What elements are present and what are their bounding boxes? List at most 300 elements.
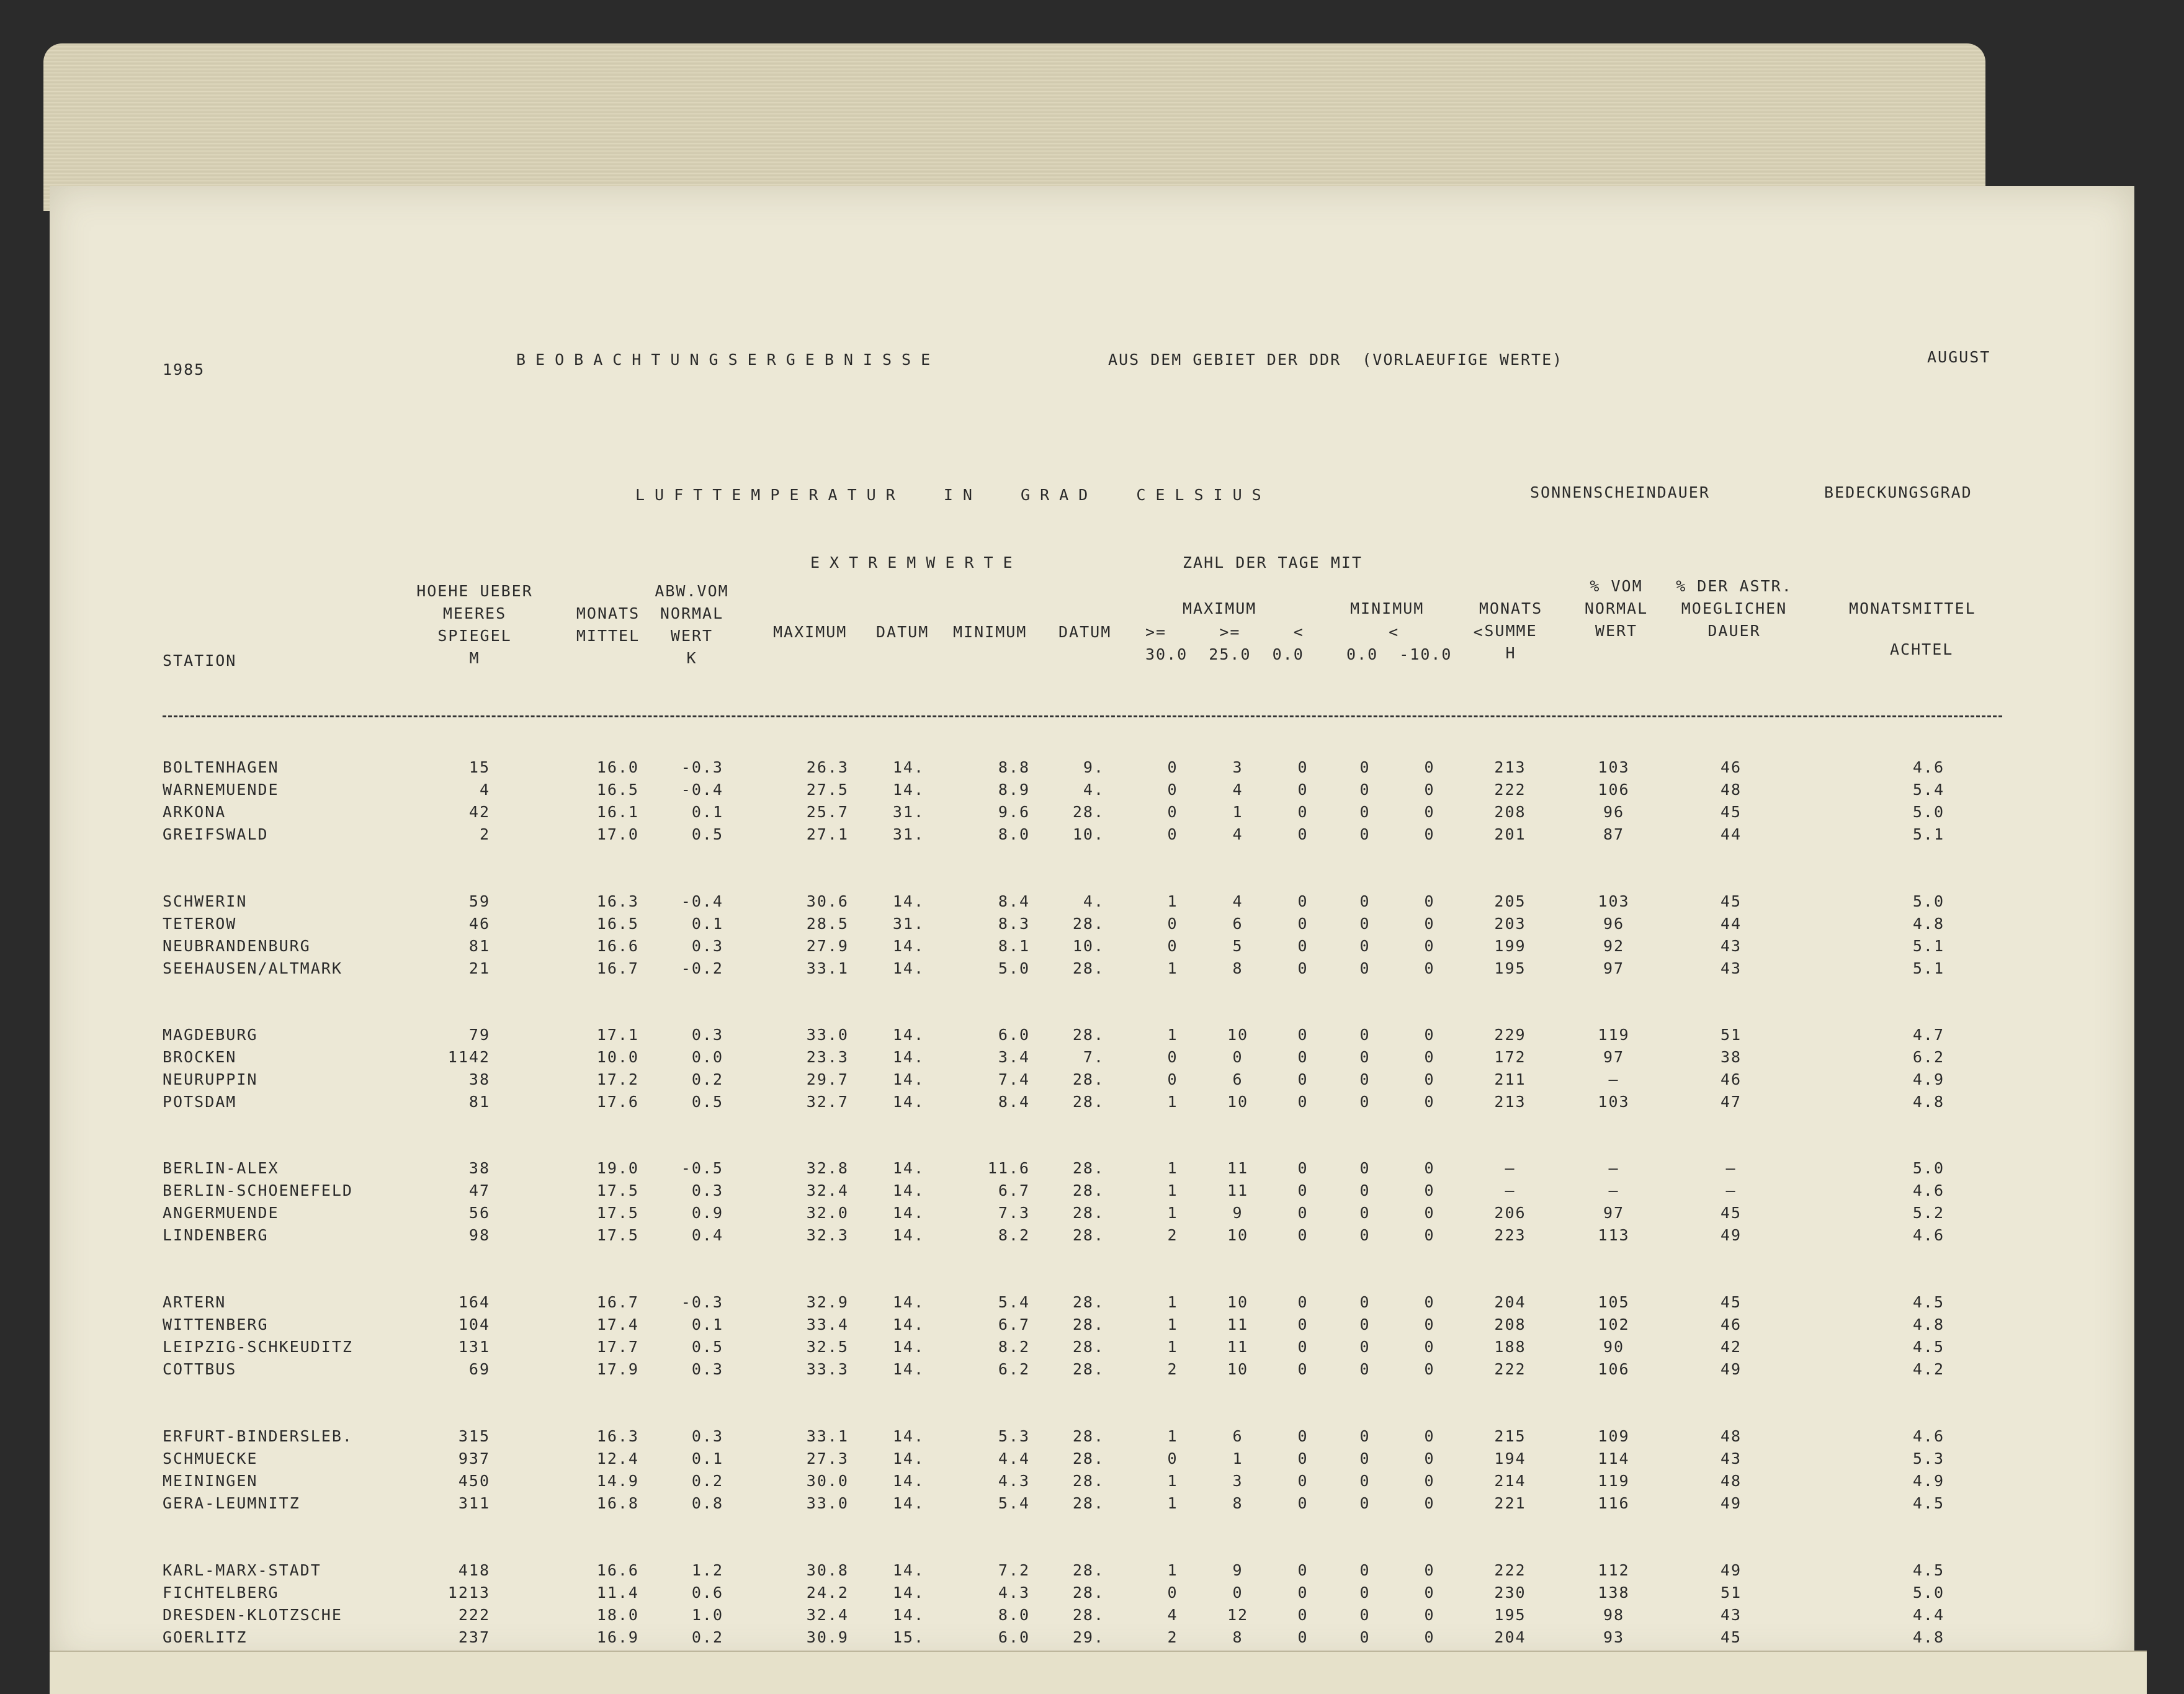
cell-date2: 28. xyxy=(1072,1338,1104,1356)
cell-height: 937 xyxy=(458,1450,490,1468)
cell-cloud: 5.0 xyxy=(1912,803,1945,821)
cell-date2: 28. xyxy=(1072,1427,1104,1445)
cell-cloud: 4.6 xyxy=(1912,1427,1945,1445)
cell-sunpct: 97 xyxy=(1603,959,1625,977)
cell-d25: 0 xyxy=(1232,1048,1243,1066)
cell-dev: 0.1 xyxy=(691,803,723,821)
cell-m00: 0 xyxy=(1359,892,1371,910)
cell-d00: 0 xyxy=(1297,1427,1309,1445)
cell-m00: 0 xyxy=(1359,1360,1371,1378)
cell-station: ERFURT-BINDERSLEB. xyxy=(163,1427,353,1445)
cell-date2: 28. xyxy=(1072,1315,1104,1333)
cell-max: 23.3 xyxy=(806,1048,849,1066)
cell-max: 33.1 xyxy=(806,959,849,977)
cell-station: WARNEMUENDE xyxy=(163,781,279,799)
cell-m00: 0 xyxy=(1359,959,1371,977)
cell-d25: 3 xyxy=(1232,758,1243,776)
cell-height: 104 xyxy=(458,1315,490,1333)
cell-max: 32.7 xyxy=(806,1093,849,1111)
cell-min: 5.4 xyxy=(998,1293,1030,1311)
cell-sunpct: 97 xyxy=(1603,1204,1625,1222)
cell-cloud: 4.8 xyxy=(1912,1628,1945,1646)
cell-mean: 16.8 xyxy=(596,1494,639,1512)
cell-sunastr: 45 xyxy=(1720,1628,1742,1646)
cell-cloud: 5.4 xyxy=(1912,781,1945,799)
cell-date1: 14. xyxy=(892,1159,924,1177)
cell-d00: 0 xyxy=(1297,781,1309,799)
col-cloud-unit: ACHTEL xyxy=(1890,640,1954,658)
cell-d00: 0 xyxy=(1297,825,1309,843)
cell-d00: 0 xyxy=(1297,1561,1309,1579)
cell-station: ARTERN xyxy=(163,1293,226,1311)
cell-date1: 14. xyxy=(892,1226,924,1244)
cell-sunastr: 45 xyxy=(1720,892,1742,910)
cell-min: 7.3 xyxy=(998,1204,1030,1222)
cell-max: 32.5 xyxy=(806,1338,849,1356)
cell-d30: 0 xyxy=(1167,1070,1178,1088)
cell-mean: 16.6 xyxy=(596,1561,639,1579)
cell-m10: 0 xyxy=(1424,1584,1435,1602)
cell-height: 2 xyxy=(479,825,490,843)
cell-max: 27.3 xyxy=(806,1450,849,1468)
cell-sunsum: — xyxy=(1505,1159,1516,1177)
cell-height: 79 xyxy=(468,1026,490,1044)
cell-mean: 18.0 xyxy=(596,1606,639,1624)
cell-sunastr: 48 xyxy=(1720,781,1742,799)
cell-d00: 0 xyxy=(1297,1472,1309,1490)
cell-sunpct: 93 xyxy=(1603,1628,1625,1646)
cell-height: 222 xyxy=(458,1606,490,1624)
cell-date2: 10. xyxy=(1072,825,1104,843)
cell-m00: 0 xyxy=(1359,1338,1371,1356)
cell-d00: 0 xyxy=(1297,1070,1309,1088)
cell-sunpct: 87 xyxy=(1603,825,1625,843)
cell-d25: 0 xyxy=(1232,1584,1243,1602)
col-datum-2: DATUM xyxy=(1058,623,1112,641)
cell-sunsum: 195 xyxy=(1494,1606,1526,1624)
cell-d30: 0 xyxy=(1167,1584,1178,1602)
cell-cloud: 4.6 xyxy=(1912,758,1945,776)
cell-d00: 0 xyxy=(1297,1360,1309,1378)
cell-station: ARKONA xyxy=(163,803,226,821)
col-height-unit: M xyxy=(469,649,480,667)
cell-cloud: 5.1 xyxy=(1912,959,1945,977)
cell-d25: 8 xyxy=(1232,1494,1243,1512)
cell-station: LEIPZIG-SCHKEUDITZ xyxy=(163,1338,353,1356)
cell-mean: 17.9 xyxy=(596,1360,639,1378)
cell-d30: 0 xyxy=(1167,1450,1178,1468)
cell-m00: 0 xyxy=(1359,1093,1371,1111)
cell-d00: 0 xyxy=(1297,1628,1309,1646)
cell-station: KARL-MARX-STADT xyxy=(163,1561,321,1579)
cell-cloud: 4.5 xyxy=(1912,1494,1945,1512)
cell-m00: 0 xyxy=(1359,915,1371,933)
cell-max: 30.0 xyxy=(806,1472,849,1490)
cell-mean: 12.4 xyxy=(596,1450,639,1468)
cell-d25: 6 xyxy=(1232,915,1243,933)
cell-mean: 17.0 xyxy=(596,825,639,843)
cell-m10: 0 xyxy=(1424,1494,1435,1512)
cell-sunsum: 213 xyxy=(1494,1093,1526,1111)
cell-mean: 17.4 xyxy=(596,1315,639,1333)
cell-sunpct: 90 xyxy=(1603,1338,1625,1356)
col-sun-pct-3: WERT xyxy=(1595,622,1638,640)
cell-dev: 0.3 xyxy=(691,1427,723,1445)
cell-d30: 0 xyxy=(1167,758,1178,776)
cell-max: 27.9 xyxy=(806,937,849,955)
cell-dev: 0.9 xyxy=(691,1204,723,1222)
cell-d30: 1 xyxy=(1167,1204,1178,1222)
cell-min: 8.4 xyxy=(998,1093,1030,1111)
cell-sunpct: 114 xyxy=(1598,1450,1630,1468)
cell-d30: 0 xyxy=(1167,803,1178,821)
cell-d25: 10 xyxy=(1227,1293,1249,1311)
cell-station: NEUBRANDENBURG xyxy=(163,937,311,955)
cell-sunpct: 92 xyxy=(1603,937,1625,955)
cell-dev: -0.4 xyxy=(681,781,723,799)
cell-sunsum: 221 xyxy=(1494,1494,1526,1512)
cell-height: 4 xyxy=(479,781,490,799)
cell-d25: 4 xyxy=(1232,781,1243,799)
cell-d30: 0 xyxy=(1167,915,1178,933)
cell-d30: 0 xyxy=(1167,1048,1178,1066)
cell-sunpct: 116 xyxy=(1598,1494,1630,1512)
cell-sunastr: 51 xyxy=(1720,1026,1742,1044)
cell-sunpct: 138 xyxy=(1598,1584,1630,1602)
cell-d25: 3 xyxy=(1232,1472,1243,1490)
cell-sunastr: 46 xyxy=(1720,1315,1742,1333)
cell-d30: 1 xyxy=(1167,892,1178,910)
cell-mean: 17.1 xyxy=(596,1026,639,1044)
cell-dev: -0.4 xyxy=(681,892,723,910)
cell-date1: 14. xyxy=(892,1315,924,1333)
cell-max: 32.8 xyxy=(806,1159,849,1177)
cell-sunpct: 97 xyxy=(1603,1048,1625,1066)
cell-cloud: 5.0 xyxy=(1912,892,1945,910)
cell-max: 32.4 xyxy=(806,1606,849,1624)
cell-m10: 0 xyxy=(1424,1450,1435,1468)
col-station: STATION xyxy=(163,652,237,670)
cell-d25: 5 xyxy=(1232,937,1243,955)
cell-max: 33.3 xyxy=(806,1360,849,1378)
cell-cloud: 4.6 xyxy=(1912,1181,1945,1199)
cell-sunsum: 201 xyxy=(1494,825,1526,843)
cell-d25: 6 xyxy=(1232,1427,1243,1445)
cell-date2: 29. xyxy=(1072,1628,1104,1646)
cell-sunsum: 195 xyxy=(1494,959,1526,977)
cell-cloud: 4.9 xyxy=(1912,1070,1945,1088)
cell-dev: 0.2 xyxy=(691,1472,723,1490)
cell-dev: 0.1 xyxy=(691,1315,723,1333)
cell-max: 24.2 xyxy=(806,1584,849,1602)
cell-d30: 2 xyxy=(1167,1360,1178,1378)
cell-date2: 28. xyxy=(1072,959,1104,977)
cell-d00: 0 xyxy=(1297,959,1309,977)
cell-sunastr: 42 xyxy=(1720,1338,1742,1356)
cell-height: 38 xyxy=(468,1070,490,1088)
cell-min: 8.0 xyxy=(998,825,1030,843)
cell-m00: 0 xyxy=(1359,1494,1371,1512)
cell-station: WITTENBERG xyxy=(163,1315,269,1333)
cell-date1: 14. xyxy=(892,1026,924,1044)
section-cloud: BEDECKUNGSGRAD xyxy=(1824,483,1972,501)
cell-dev: -0.2 xyxy=(681,959,723,977)
cell-m00: 0 xyxy=(1359,1226,1371,1244)
col-cloud-mean: MONATSMITTEL xyxy=(1849,599,1976,617)
cell-max: 27.5 xyxy=(806,781,849,799)
cell-cloud: 4.9 xyxy=(1912,1472,1945,1490)
cell-date1: 31. xyxy=(892,915,924,933)
cell-min: 4.4 xyxy=(998,1450,1030,1468)
cell-mean: 16.3 xyxy=(596,1427,639,1445)
cell-m10: 0 xyxy=(1424,1048,1435,1066)
cell-sunastr: 46 xyxy=(1720,1070,1742,1088)
report-title: BEOBACHTUNGSERGEBNISSE xyxy=(516,351,941,369)
cell-m00: 0 xyxy=(1359,1450,1371,1468)
cell-height: 450 xyxy=(458,1472,490,1490)
cell-d25: 11 xyxy=(1227,1315,1249,1333)
cell-min: 8.2 xyxy=(998,1226,1030,1244)
cell-m00: 0 xyxy=(1359,1293,1371,1311)
cell-mean: 17.5 xyxy=(596,1226,639,1244)
cell-sunsum: 208 xyxy=(1494,1315,1526,1333)
cell-m10: 0 xyxy=(1424,1628,1435,1646)
cell-min: 7.4 xyxy=(998,1070,1030,1088)
cell-station: GOERLITZ xyxy=(163,1628,248,1646)
cell-sunastr: 51 xyxy=(1720,1584,1742,1602)
cell-dev: 0.8 xyxy=(691,1494,723,1512)
month: AUGUST xyxy=(1927,348,1991,366)
cell-m00: 0 xyxy=(1359,1315,1371,1333)
cell-sunsum: 205 xyxy=(1494,892,1526,910)
cell-dev: 0.2 xyxy=(691,1628,723,1646)
cell-sunsum: 194 xyxy=(1494,1450,1526,1468)
section-extremes: EXTREMWERTE xyxy=(810,553,1023,571)
cell-cloud: 4.7 xyxy=(1912,1026,1945,1044)
cell-m00: 0 xyxy=(1359,803,1371,821)
col-sun-astr-2: MOEGLICHEN xyxy=(1681,599,1788,617)
cell-m10: 0 xyxy=(1424,937,1435,955)
cell-min: 6.0 xyxy=(998,1628,1030,1646)
cell-sunpct: 106 xyxy=(1598,1360,1630,1378)
cell-d25: 1 xyxy=(1232,803,1243,821)
cell-d30: 2 xyxy=(1167,1226,1178,1244)
cell-sunsum: — xyxy=(1505,1181,1516,1199)
section-sunshine: SONNENSCHEINDAUER xyxy=(1530,483,1710,501)
cell-max: 28.5 xyxy=(806,915,849,933)
cell-m10: 0 xyxy=(1424,1606,1435,1624)
cell-date2: 28. xyxy=(1072,1181,1104,1199)
cell-d25: 4 xyxy=(1232,892,1243,910)
cell-height: 311 xyxy=(458,1494,490,1512)
cell-d25: 11 xyxy=(1227,1338,1249,1356)
cell-sunastr: 48 xyxy=(1720,1472,1742,1490)
cell-height: 237 xyxy=(458,1628,490,1646)
cell-dev: 0.3 xyxy=(691,1360,723,1378)
cell-sunastr: 38 xyxy=(1720,1048,1742,1066)
cell-height: 98 xyxy=(468,1226,490,1244)
cell-date1: 14. xyxy=(892,959,924,977)
cell-d25: 10 xyxy=(1227,1026,1249,1044)
cell-d30: 1 xyxy=(1167,1561,1178,1579)
cell-sunpct: — xyxy=(1608,1181,1619,1199)
cell-d00: 0 xyxy=(1297,1093,1309,1111)
cell-mean: 17.7 xyxy=(596,1338,639,1356)
cell-max: 30.6 xyxy=(806,892,849,910)
cell-d30: 0 xyxy=(1167,937,1178,955)
cell-date2: 28. xyxy=(1072,1606,1104,1624)
cell-cloud: 4.2 xyxy=(1912,1360,1945,1378)
cell-cloud: 4.5 xyxy=(1912,1293,1945,1311)
cell-m10: 0 xyxy=(1424,1093,1435,1111)
cell-height: 1142 xyxy=(447,1048,490,1066)
cell-d00: 0 xyxy=(1297,803,1309,821)
cell-m10: 0 xyxy=(1424,758,1435,776)
cell-d30: 1 xyxy=(1167,1093,1178,1111)
cell-sunsum: 199 xyxy=(1494,937,1526,955)
cell-date1: 31. xyxy=(892,825,924,843)
cell-d30: 1 xyxy=(1167,1472,1178,1490)
cell-date1: 14. xyxy=(892,892,924,910)
cell-m10: 0 xyxy=(1424,1315,1435,1333)
cell-station: TETEROW xyxy=(163,915,237,933)
cell-m00: 0 xyxy=(1359,781,1371,799)
cell-d25: 8 xyxy=(1232,1628,1243,1646)
cell-sunastr: 49 xyxy=(1720,1561,1742,1579)
cell-cloud: 5.3 xyxy=(1912,1450,1945,1468)
cell-d25: 12 xyxy=(1227,1606,1249,1624)
cell-sunastr: 47 xyxy=(1720,1093,1742,1111)
cell-min: 7.2 xyxy=(998,1561,1030,1579)
cell-d00: 0 xyxy=(1297,1048,1309,1066)
cell-m00: 0 xyxy=(1359,1159,1371,1177)
cell-sunastr: 43 xyxy=(1720,937,1742,955)
cell-min: 5.3 xyxy=(998,1427,1030,1445)
cell-height: 164 xyxy=(458,1293,490,1311)
cell-sunpct: 96 xyxy=(1603,803,1625,821)
cell-sunastr: 45 xyxy=(1720,1293,1742,1311)
cell-min: 4.3 xyxy=(998,1472,1030,1490)
cell-min: 8.9 xyxy=(998,781,1030,799)
cell-cloud: 4.5 xyxy=(1912,1338,1945,1356)
cell-sunpct: — xyxy=(1608,1070,1619,1088)
cell-date1: 14. xyxy=(892,1606,924,1624)
cell-station: POTSDAM xyxy=(163,1093,237,1111)
cell-height: 59 xyxy=(468,892,490,910)
cell-cloud: 4.8 xyxy=(1912,1093,1945,1111)
cell-sunsum: 213 xyxy=(1494,758,1526,776)
cell-mean: 17.5 xyxy=(596,1204,639,1222)
section-temperature: LUFTTEMPERATUR IN GRAD CELSIUS xyxy=(635,486,1271,504)
cell-max: 25.7 xyxy=(806,803,849,821)
cell-m00: 0 xyxy=(1359,937,1371,955)
cell-sunastr: 46 xyxy=(1720,758,1742,776)
cell-date1: 14. xyxy=(892,758,924,776)
cell-sunpct: 105 xyxy=(1598,1293,1630,1311)
col-height-3: SPIEGEL xyxy=(437,627,512,645)
col-days-minimum: MINIMUM xyxy=(1350,599,1425,617)
cell-d30: 1 xyxy=(1167,1293,1178,1311)
cell-station: LINDENBERG xyxy=(163,1226,269,1244)
cell-dev: 0.2 xyxy=(691,1070,723,1088)
cell-m10: 0 xyxy=(1424,1427,1435,1445)
cell-d00: 0 xyxy=(1297,1450,1309,1468)
cell-m10: 0 xyxy=(1424,803,1435,821)
cell-station: BERLIN-ALEX xyxy=(163,1159,279,1177)
cell-date2: 28. xyxy=(1072,1561,1104,1579)
cell-date2: 28. xyxy=(1072,1159,1104,1177)
cell-date2: 28. xyxy=(1072,1472,1104,1490)
cell-sunsum: 229 xyxy=(1494,1026,1526,1044)
cell-d00: 0 xyxy=(1297,1026,1309,1044)
cell-dev: 0.3 xyxy=(691,1026,723,1044)
cell-sunpct: 103 xyxy=(1598,758,1630,776)
cell-date2: 28. xyxy=(1072,1494,1104,1512)
cell-min: 8.4 xyxy=(998,892,1030,910)
col-mean-2: MITTEL xyxy=(576,627,640,645)
cell-m10: 0 xyxy=(1424,1293,1435,1311)
col-days-thresholds-2: 30.0 25.0 0.0 0.0 -10.0 xyxy=(1145,645,1452,663)
cell-sunpct: 113 xyxy=(1598,1226,1630,1244)
cell-height: 81 xyxy=(468,937,490,955)
cell-m10: 0 xyxy=(1424,915,1435,933)
cell-date2: 4. xyxy=(1083,892,1104,910)
cell-mean: 16.7 xyxy=(596,959,639,977)
cell-height: 38 xyxy=(468,1159,490,1177)
cell-sunsum: 222 xyxy=(1494,781,1526,799)
cell-date2: 28. xyxy=(1072,1450,1104,1468)
cell-min: 9.6 xyxy=(998,803,1030,821)
cell-sunastr: 49 xyxy=(1720,1226,1742,1244)
cell-height: 69 xyxy=(468,1360,490,1378)
cell-d25: 4 xyxy=(1232,825,1243,843)
cell-dev: 0.0 xyxy=(691,1048,723,1066)
cell-max: 27.1 xyxy=(806,825,849,843)
cell-m10: 0 xyxy=(1424,959,1435,977)
cell-dev: 0.6 xyxy=(691,1584,723,1602)
cell-dev: 0.3 xyxy=(691,1181,723,1199)
cell-d00: 0 xyxy=(1297,1494,1309,1512)
cell-sunsum: 215 xyxy=(1494,1427,1526,1445)
cell-date2: 28. xyxy=(1072,1093,1104,1111)
col-sun-pct-1: % VOM xyxy=(1590,577,1643,595)
cell-sunpct: 102 xyxy=(1598,1315,1630,1333)
cell-cloud: 4.8 xyxy=(1912,1315,1945,1333)
cell-sunsum: 208 xyxy=(1494,803,1526,821)
cell-m00: 0 xyxy=(1359,1606,1371,1624)
cell-cloud: 4.4 xyxy=(1912,1606,1945,1624)
cell-date2: 10. xyxy=(1072,937,1104,955)
cell-dev: 1.2 xyxy=(691,1561,723,1579)
cell-mean: 11.4 xyxy=(596,1584,639,1602)
cell-d30: 1 xyxy=(1167,1026,1178,1044)
cell-max: 33.0 xyxy=(806,1026,849,1044)
cell-sunpct: 119 xyxy=(1598,1026,1630,1044)
cell-sunsum: 188 xyxy=(1494,1338,1526,1356)
cell-station: BOLTENHAGEN xyxy=(163,758,279,776)
cell-d30: 1 xyxy=(1167,1494,1178,1512)
cell-d30: 4 xyxy=(1167,1606,1178,1624)
next-page-edge xyxy=(50,1651,2147,1694)
cell-station: SEEHAUSEN/ALTMARK xyxy=(163,959,342,977)
cell-m00: 0 xyxy=(1359,825,1371,843)
cell-sunastr: — xyxy=(1725,1181,1737,1199)
cell-station: NEURUPPIN xyxy=(163,1070,258,1088)
cell-height: 315 xyxy=(458,1427,490,1445)
cell-dev: 0.4 xyxy=(691,1226,723,1244)
cell-mean: 16.5 xyxy=(596,781,639,799)
cell-height: 21 xyxy=(468,959,490,977)
